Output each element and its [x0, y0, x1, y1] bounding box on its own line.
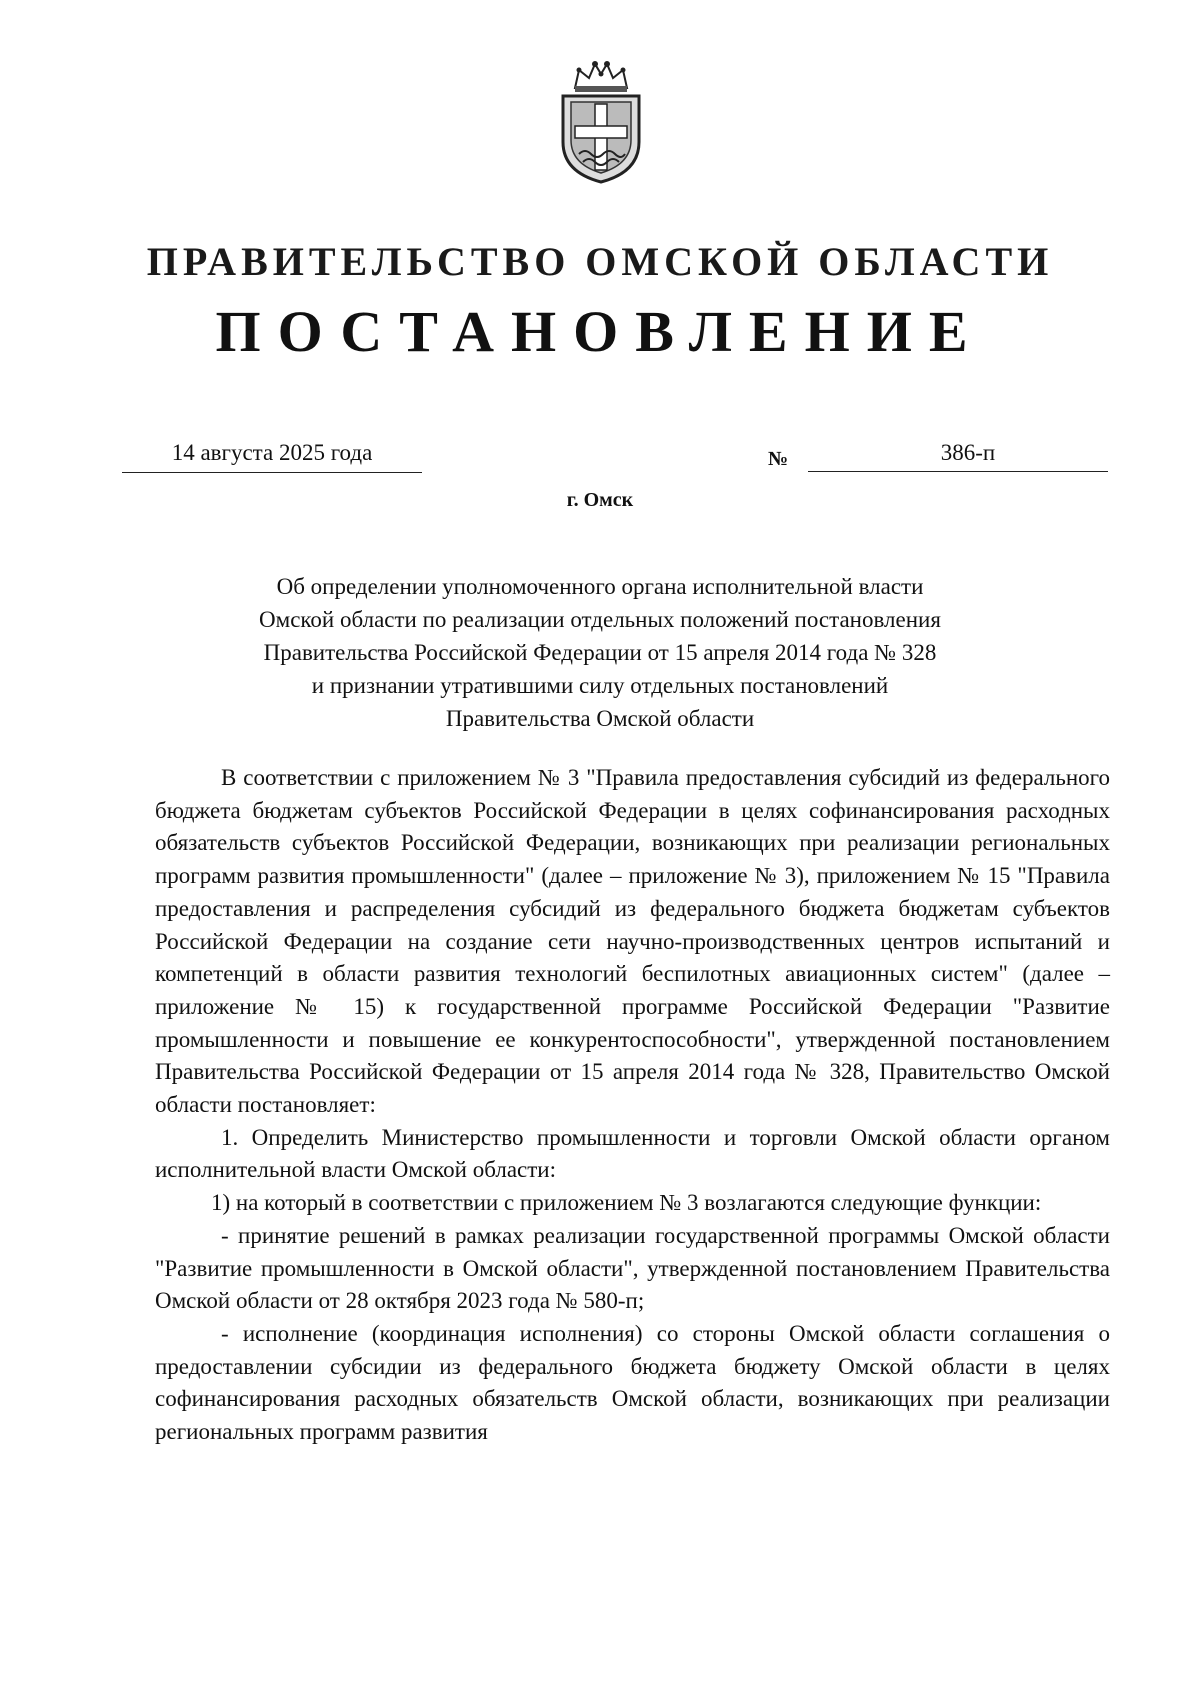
document-city: г. Омск	[566, 489, 634, 511]
title-line: Об определении уполномоченного органа исполнительной власти	[276, 574, 924, 599]
omsk-coat-of-arms-icon	[553, 58, 649, 186]
document-number: 386-п	[808, 440, 1108, 472]
organization-name: ПРАВИТЕЛЬСТВО ОМСКОЙ ОБЛАСТИ	[146, 239, 1054, 284]
bullet-paragraph: - исполнение (координация исполнения) со стороны Омской области соглашения о предоставлении субсидии из федерального бюджета бюджету Омской области в целях софинансирования расходных обязательств Омской области, возникающих при реализации региональных программ развития	[155, 1320, 1110, 1445]
title-line: Омской области по реализации отдельных положений постановления	[259, 607, 941, 632]
preamble-paragraph: В соответствии с приложением № 3 "Правила предоставления субсидий из федерального бюджета бюджетам субъектов Российской Федерации в целях софинансирования расходных обязательств субъектов Российской Федерации, возникающих при реализации региональных программ развития промышленности" (далее – приложение № 3), приложением № 15 "Правила предоставления и распределения субсидий из федерального бюджета бюджетам субъектов Российской Федерации на создание сети научно-производственных центров испытаний и компетенций в области развития технологий беспилотных авиационных систем" (далее – приложение № 15) к государственной программе Российской Федерации "Развитие промышленности и повышение ее конкурентоспособности", утвержденной постановлением Правительства Российской Федерации от 15 апреля 2014 года № 328, Правительство Омской области постановляет:	[155, 765, 1110, 1118]
document-body	[155, 762, 1110, 1449]
title-line: и признании утратившими силу отдельных постановлений	[311, 673, 889, 698]
title-line: Правительства Российской Федерации от 15 апреля 2014 года № 328	[263, 640, 937, 665]
bullet-paragraph: - принятие решений в рамках реализации государственной программы Омской области "Развитие промышленности в Омской области", утвержденной постановлением Правительства Омской области от 28 октября 2023 года № 580-п;	[155, 1222, 1110, 1314]
title-line: Правительства Омской области	[445, 706, 755, 731]
document-type: ПОСТАНОВЛЕНИЕ	[215, 299, 985, 364]
item-1-paragraph: 1. Определить Министерство промышленности и торговли Омской области органом исполнительной власти Омской области:	[155, 1124, 1110, 1183]
document-title	[150, 570, 1050, 735]
item-1-1-paragraph: 1) на который в соответствии с приложением № 3 возлагаются следующие функции:	[211, 1190, 1042, 1216]
number-sign: №	[768, 448, 789, 470]
document-date: 14 августа 2025 года	[122, 440, 422, 473]
